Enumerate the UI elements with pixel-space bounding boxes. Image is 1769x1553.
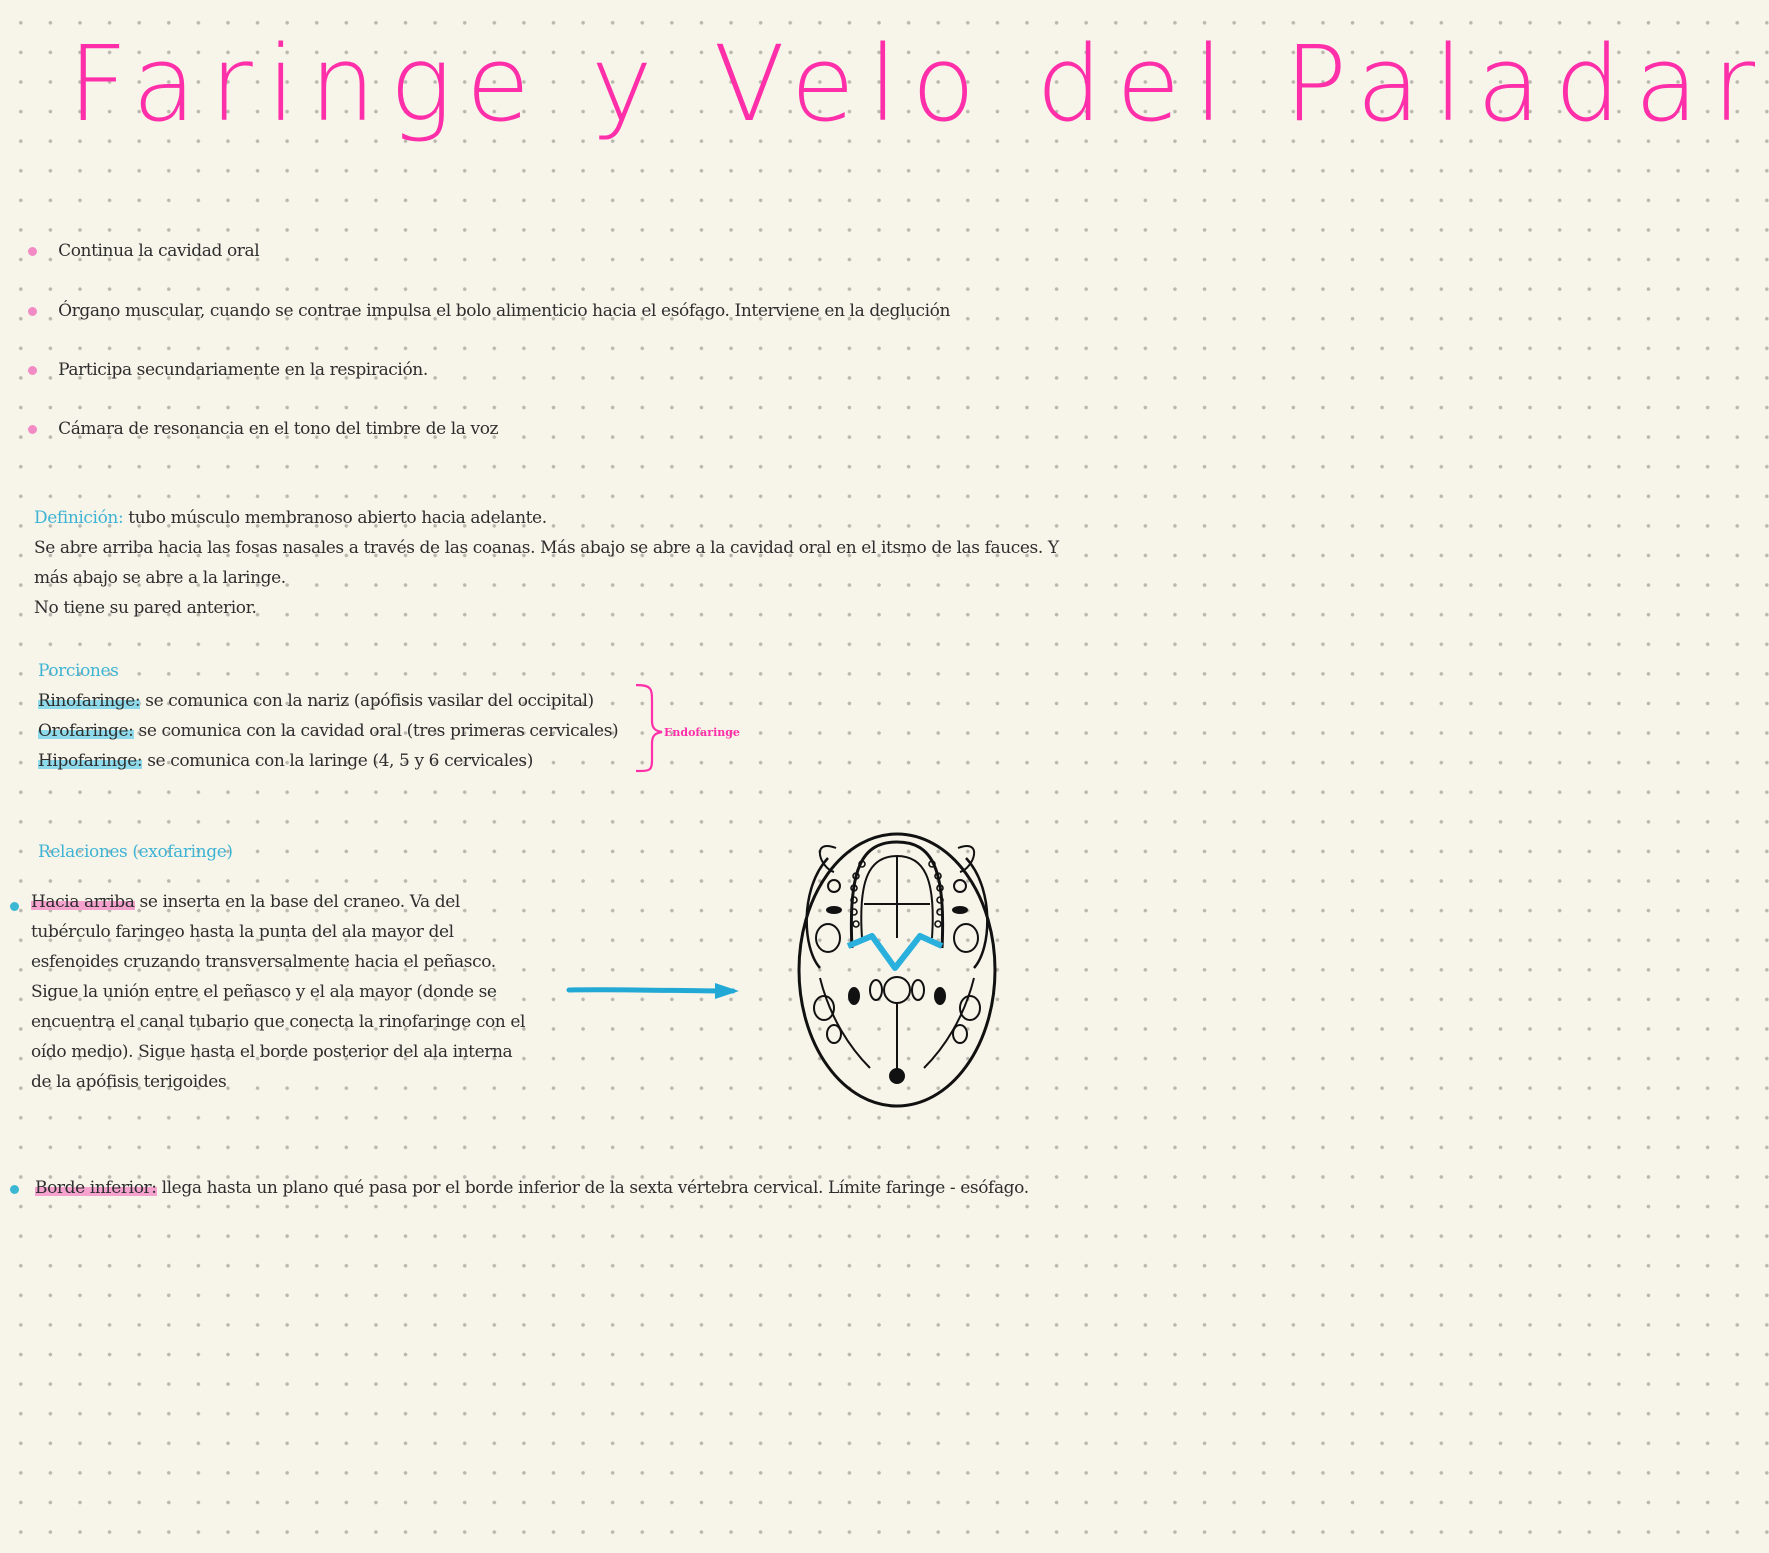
bracket-label: Endofaringe bbox=[664, 726, 740, 739]
bullet-dot bbox=[28, 425, 37, 434]
definition-line: No tiene su pared anterior. bbox=[34, 598, 257, 618]
porcion-desc: se comunica con la nariz (apófisis vasilar del occipital) bbox=[145, 691, 594, 711]
relation-line: de la apófisis terigoides bbox=[31, 1072, 227, 1092]
definition-text: tubo músculo membranoso abierto hacia adelante. bbox=[128, 508, 547, 528]
relation-line bbox=[31, 887, 460, 917]
porcion-term: Rinofaringe: bbox=[38, 691, 141, 711]
relation-text: se inserta en la base del craneo. Va del bbox=[139, 892, 460, 912]
relation-line: oído medio). Sigue hasta el borde posterior del ala interna bbox=[31, 1042, 513, 1062]
bullet-text: Órgano muscular, cuando se contrae impulsa el bolo alimenticio hacia el esófago. Interviene en la deglución bbox=[58, 301, 951, 321]
bullet-dot bbox=[10, 1185, 19, 1194]
porcion-term: Orofaringe: bbox=[38, 721, 134, 741]
arrow-right-icon bbox=[565, 978, 745, 1008]
bullet-dot bbox=[28, 247, 37, 256]
definition-label: Definición: bbox=[34, 508, 124, 528]
list-item bbox=[28, 414, 498, 444]
relation-line: tubérculo faringeo hasta la punta del ala mayor del bbox=[31, 922, 454, 942]
relation-line bbox=[35, 1173, 1029, 1203]
list-item bbox=[28, 236, 259, 266]
bullet-text: Participa secundariamente en la respiración. bbox=[58, 360, 428, 380]
porcion-item bbox=[38, 716, 618, 746]
relaciones-heading: Relaciones (exofaringe) bbox=[38, 842, 233, 862]
bullet-text: Continua la cavidad oral bbox=[58, 241, 260, 261]
bullet-dot bbox=[28, 307, 37, 316]
relation-line: encuentra el canal tubario que conecta la rinofaringe con el bbox=[31, 1012, 526, 1032]
relation-text: llega hasta un plano qué pasa por el borde inferior de la sexta vértebra cervical. Límite faringe - esófago. bbox=[161, 1178, 1029, 1198]
relation-line: Sigue la unión entre el peñasco y el ala mayor (donde se bbox=[31, 982, 497, 1002]
skull-base-diagram bbox=[790, 828, 1005, 1113]
definition-line: más abajo se abre a la laringe. bbox=[34, 568, 286, 588]
page-title: Faringe y Velo del Paladar bbox=[68, 23, 1769, 145]
bullet-dot bbox=[28, 366, 37, 375]
definition-line: Se abre arriba hacia las fosas nasales a través de las coanas. Más abajo se abre a la cavidad oral en el itsmo de las fauces. Y bbox=[34, 538, 1059, 558]
porcion-term: Hipofaringe: bbox=[38, 751, 143, 771]
relation-term: Borde inferior: bbox=[35, 1178, 157, 1198]
porcion-item bbox=[38, 686, 594, 716]
definition-line bbox=[34, 503, 547, 533]
bullet-dot bbox=[10, 902, 19, 911]
list-item bbox=[28, 355, 428, 385]
list-item bbox=[28, 296, 950, 326]
relation-term: Hacia arriba bbox=[31, 892, 135, 912]
porciones-heading: Porciones bbox=[38, 661, 119, 681]
porcion-item bbox=[38, 746, 533, 776]
relation-line: esfenoides cruzando transversalmente hacia el peñasco. bbox=[31, 952, 496, 972]
porcion-desc: se comunica con la cavidad oral (tres primeras cervicales) bbox=[138, 721, 619, 741]
bullet-text: Cámara de resonancia en el tono del timbre de la voz bbox=[58, 419, 499, 439]
porcion-desc: se comunica con la laringe (4, 5 y 6 cervicales) bbox=[147, 751, 533, 771]
